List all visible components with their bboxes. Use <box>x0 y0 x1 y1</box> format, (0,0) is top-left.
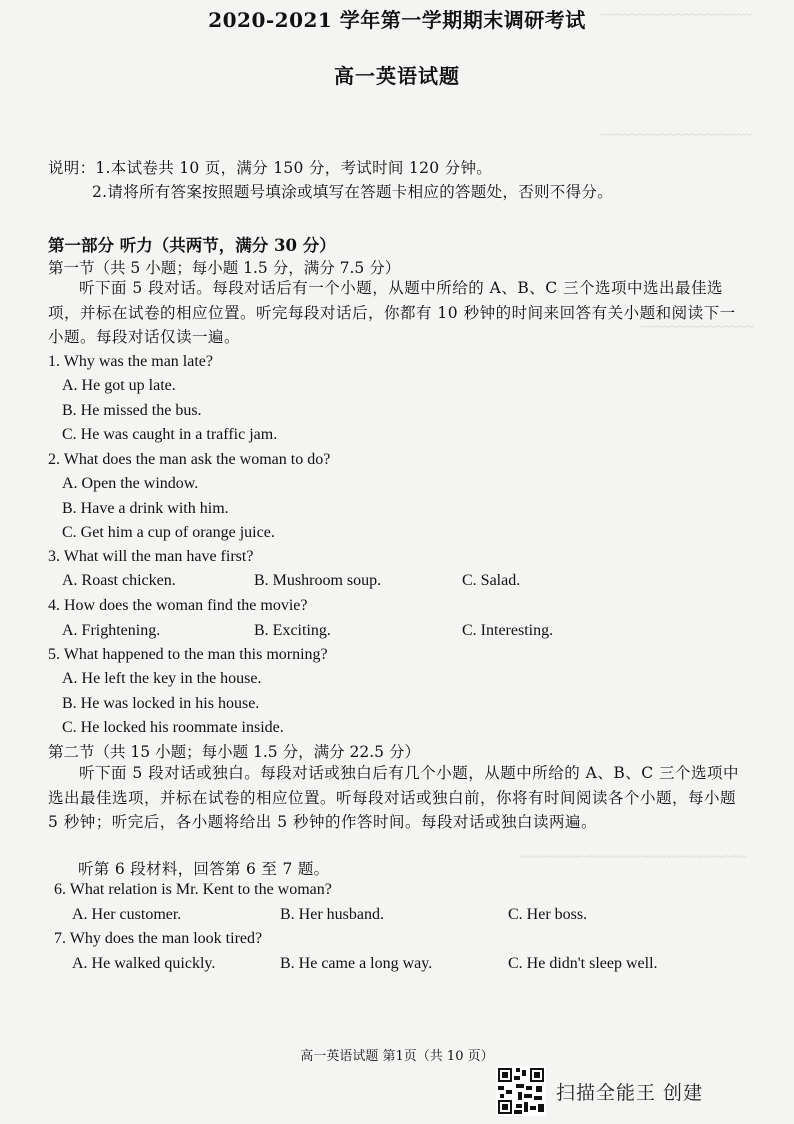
option-3c: C. Salad. <box>462 572 521 589</box>
option-1b: B. He missed the bus. <box>62 402 202 419</box>
option-5a: A. He left the key in the house. <box>62 670 262 687</box>
section1-heading: 第一节（共 5 小题；每小题 1.5 分，满分 7.5 分） <box>48 259 401 277</box>
option-6c: C. Her boss. <box>508 906 588 923</box>
option-6a: A. Her customer. <box>72 906 182 923</box>
option-6b: B. Her husband. <box>280 906 384 923</box>
option-1a: A. He got up late. <box>62 377 176 394</box>
question-4: 4. How does the woman find the movie? <box>48 597 308 614</box>
exam-subtitle: 高一英语试题 <box>334 64 460 88</box>
option-1c: C. He was caught in a traffic jam. <box>62 426 278 443</box>
section1-instructions: 听下面 5 段对话。每段对话后有一个小题，从题中所给的 A、B、C 三个选项中选出最佳选项，并标在试卷的相应位置。听完每段对话后，你都有 10 秒钟的时间来回答有关小题和阅读下一小题。每段对话仅读一遍。 <box>48 279 736 346</box>
scanner-watermark: 扫描全能王 创建 <box>556 1082 704 1104</box>
question-3: 3. What will the man have first? <box>48 548 254 565</box>
bleed-through-text: ~~~~~~~~~~~~~~~ <box>640 320 754 335</box>
option-3b: B. Mushroom soup. <box>254 572 382 589</box>
option-4a: A. Frightening. <box>62 622 161 639</box>
option-7c: C. He didn't sleep well. <box>508 955 658 972</box>
part1-heading: 第一部分 听力（共两节，满分 30 分） <box>48 236 336 255</box>
option-5c: C. He locked his roommate inside. <box>62 719 284 736</box>
option-4b: B. Exciting. <box>254 622 331 639</box>
section2-heading: 第二节（共 15 小题；每小题 1.5 分，满分 22.5 分） <box>48 743 420 761</box>
note-line-1: 说明：1.本试卷共 10 页，满分 150 分，考试时间 120 分钟。 <box>48 159 493 177</box>
option-2c: C. Get him a cup of orange juice. <box>62 524 275 541</box>
question-7: 7. Why does the man look tired? <box>54 930 263 947</box>
page-footer: 高一英语试题 第1页（共 10 页） <box>300 1049 494 1064</box>
question-6: 6. What relation is Mr. Kent to the woman? <box>54 881 332 898</box>
qr-code-icon <box>496 1066 546 1116</box>
bleed-through-text: ~~~~~~~~~~~~~~~~~~~~ <box>600 128 752 143</box>
question-2: 2. What does the man ask the woman to do? <box>48 451 331 468</box>
question-1: 1. Why was the man late? <box>48 353 213 370</box>
option-7b: B. He came a long way. <box>280 955 433 972</box>
note-line-2: 2.请将所有答案按照题号填涂或填写在答题卡相应的答题处，否则不得分。 <box>92 183 613 201</box>
material-note: 听第 6 段材料，回答第 6 至 7 题。 <box>78 860 330 878</box>
bleed-through-text: ~~~~~~~~~~~~~~~~~~~~~~~~~~~~~~ <box>520 850 748 865</box>
bleed-through-text: ~~~~~~~~~~~~~~~~~~~~ <box>600 8 752 23</box>
option-3a: A. Roast chicken. <box>62 572 176 589</box>
option-4c: C. Interesting. <box>462 622 554 639</box>
option-5b: B. He was locked in his house. <box>62 695 260 712</box>
option-2a: A. Open the window. <box>62 475 199 492</box>
exam-title: 2020-2021 学年第一学期期末调研考试 <box>208 8 586 32</box>
option-2b: B. Have a drink with him. <box>62 500 229 517</box>
option-7a: A. He walked quickly. <box>72 955 216 972</box>
section2-instructions: 听下面 5 段对话或独白。每段对话或独白后有几个小题，从题中所给的 A、B、C 三个选项中选出最佳选项，并标在试卷的相应位置。听每段对话或独白前，你将有时间阅读各个小题，每小题 5 秒钟；听完后，各小题将给出 5 秒钟的作答时间。每段对话或独白读两遍。 <box>48 764 740 831</box>
question-5: 5. What happened to the man this morning? <box>48 646 328 663</box>
